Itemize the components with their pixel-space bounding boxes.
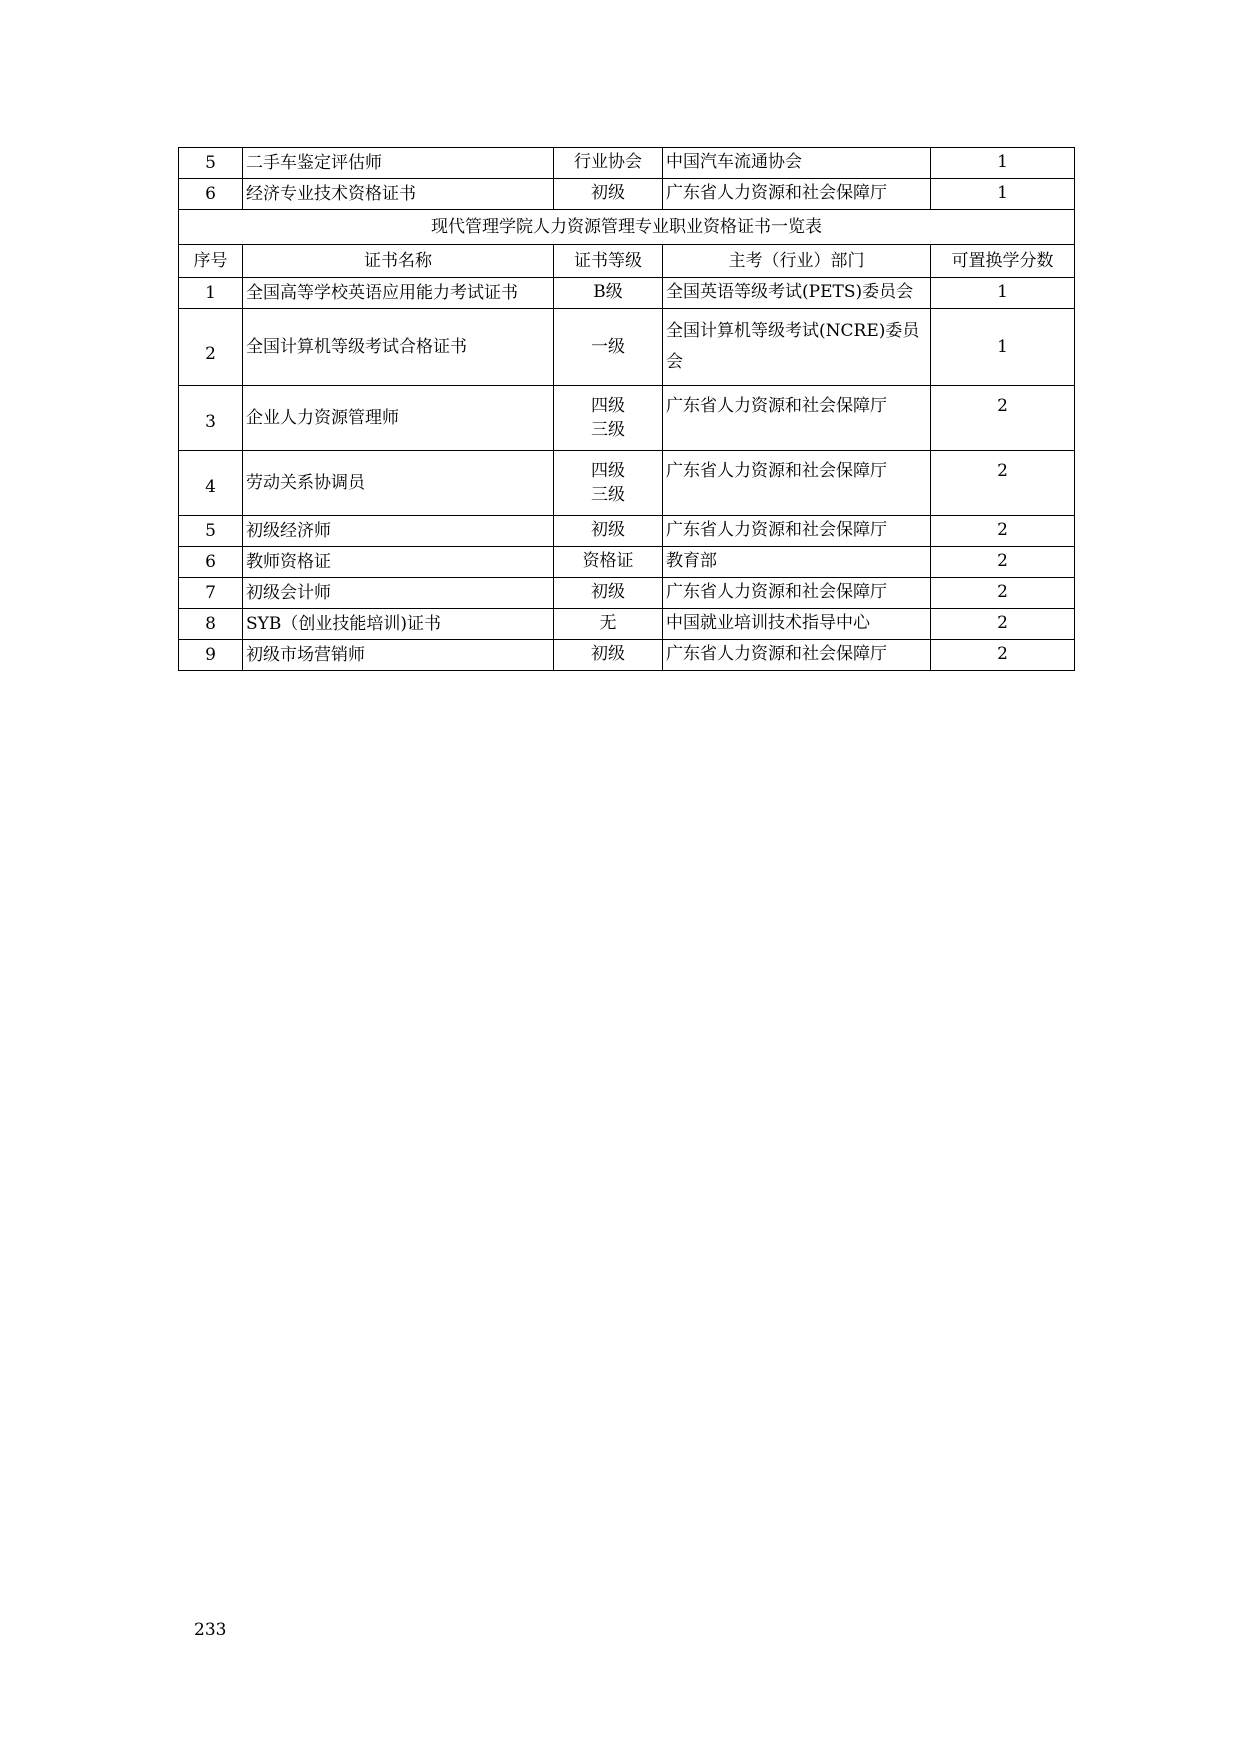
certificate-name: 初级经济师 bbox=[243, 516, 554, 547]
table-row bbox=[179, 609, 1075, 640]
exam-department: 广东省人力资源和社会保障厅 bbox=[663, 386, 931, 451]
table-title: 现代管理学院人力资源管理专业职业资格证书一览表 bbox=[179, 210, 1075, 245]
credit-value: 1 bbox=[931, 179, 1075, 210]
row-number: 9 bbox=[179, 640, 243, 671]
exam-department: 广东省人力资源和社会保障厅 bbox=[663, 516, 931, 547]
exam-department: 广东省人力资源和社会保障厅 bbox=[663, 179, 931, 210]
certificate-table bbox=[178, 147, 1075, 671]
level-line: 三级 bbox=[591, 485, 625, 505]
certificate-name: 企业人力资源管理师 bbox=[243, 386, 554, 451]
certificate-level: 无 bbox=[554, 609, 663, 640]
row-number: 3 bbox=[179, 386, 243, 451]
table-row bbox=[179, 640, 1075, 671]
certificate-level bbox=[554, 386, 663, 451]
header-credit: 可置换学分数 bbox=[931, 245, 1075, 278]
row-number: 1 bbox=[179, 278, 243, 309]
credit-value: 2 bbox=[931, 640, 1075, 671]
row-number: 5 bbox=[179, 148, 243, 179]
table-title-row bbox=[179, 210, 1075, 245]
level-line: 四级 bbox=[591, 396, 625, 416]
certificate-name: 劳动关系协调员 bbox=[243, 451, 554, 516]
credit-value: 2 bbox=[931, 516, 1075, 547]
table-row bbox=[179, 179, 1075, 210]
header-no: 序号 bbox=[179, 245, 243, 278]
certificate-name: SYB（创业技能培训)证书 bbox=[243, 609, 554, 640]
certificate-level: 资格证 bbox=[554, 547, 663, 578]
row-number: 4 bbox=[179, 451, 243, 516]
certificate-level: 一级 bbox=[554, 309, 663, 386]
table-row bbox=[179, 386, 1075, 451]
row-number: 2 bbox=[179, 309, 243, 386]
certificate-name: 教师资格证 bbox=[243, 547, 554, 578]
credit-value: 2 bbox=[931, 547, 1075, 578]
exam-department: 中国汽车流通协会 bbox=[663, 148, 931, 179]
table-row bbox=[179, 451, 1075, 516]
row-number: 6 bbox=[179, 179, 243, 210]
certificate-level bbox=[554, 451, 663, 516]
level-line: 四级 bbox=[591, 461, 625, 481]
table-row bbox=[179, 547, 1075, 578]
table-row bbox=[179, 309, 1075, 386]
exam-department: 广东省人力资源和社会保障厅 bbox=[663, 640, 931, 671]
exam-department: 全国计算机等级考试(NCRE)委员会 bbox=[663, 309, 931, 386]
exam-department: 广东省人力资源和社会保障厅 bbox=[663, 451, 931, 516]
exam-department: 广东省人力资源和社会保障厅 bbox=[663, 578, 931, 609]
certificate-level: 初级 bbox=[554, 578, 663, 609]
table-row bbox=[179, 148, 1075, 179]
certificate-level: 初级 bbox=[554, 516, 663, 547]
certificate-level: 行业协会 bbox=[554, 148, 663, 179]
certificate-name: 初级市场营销师 bbox=[243, 640, 554, 671]
exam-department: 全国英语等级考试(PETS)委员会 bbox=[663, 278, 931, 309]
certificate-name: 二手车鉴定评估师 bbox=[243, 148, 554, 179]
table-row bbox=[179, 278, 1075, 309]
credit-value: 1 bbox=[931, 278, 1075, 309]
level-line: 三级 bbox=[591, 420, 625, 440]
certificate-level: 初级 bbox=[554, 179, 663, 210]
certificate-level: B级 bbox=[554, 278, 663, 309]
row-number: 5 bbox=[179, 516, 243, 547]
certificate-name: 初级会计师 bbox=[243, 578, 554, 609]
credit-value: 1 bbox=[931, 148, 1075, 179]
certificate-level: 初级 bbox=[554, 640, 663, 671]
header-level: 证书等级 bbox=[554, 245, 663, 278]
exam-department: 教育部 bbox=[663, 547, 931, 578]
certificate-name: 全国高等学校英语应用能力考试证书 bbox=[243, 278, 554, 309]
table-row bbox=[179, 578, 1075, 609]
row-number: 8 bbox=[179, 609, 243, 640]
table-header-row bbox=[179, 245, 1075, 278]
credit-value: 2 bbox=[931, 578, 1075, 609]
certificate-name: 经济专业技术资格证书 bbox=[243, 179, 554, 210]
certificate-name: 全国计算机等级考试合格证书 bbox=[243, 309, 554, 386]
credit-value: 1 bbox=[931, 309, 1075, 386]
table-row bbox=[179, 516, 1075, 547]
header-dept: 主考（行业）部门 bbox=[663, 245, 931, 278]
row-number: 7 bbox=[179, 578, 243, 609]
exam-department: 中国就业培训技术指导中心 bbox=[663, 609, 931, 640]
credit-value: 2 bbox=[931, 386, 1075, 451]
row-number: 6 bbox=[179, 547, 243, 578]
header-name: 证书名称 bbox=[243, 245, 554, 278]
credit-value: 2 bbox=[931, 451, 1075, 516]
page-number: 233 bbox=[194, 1620, 227, 1640]
credit-value: 2 bbox=[931, 609, 1075, 640]
